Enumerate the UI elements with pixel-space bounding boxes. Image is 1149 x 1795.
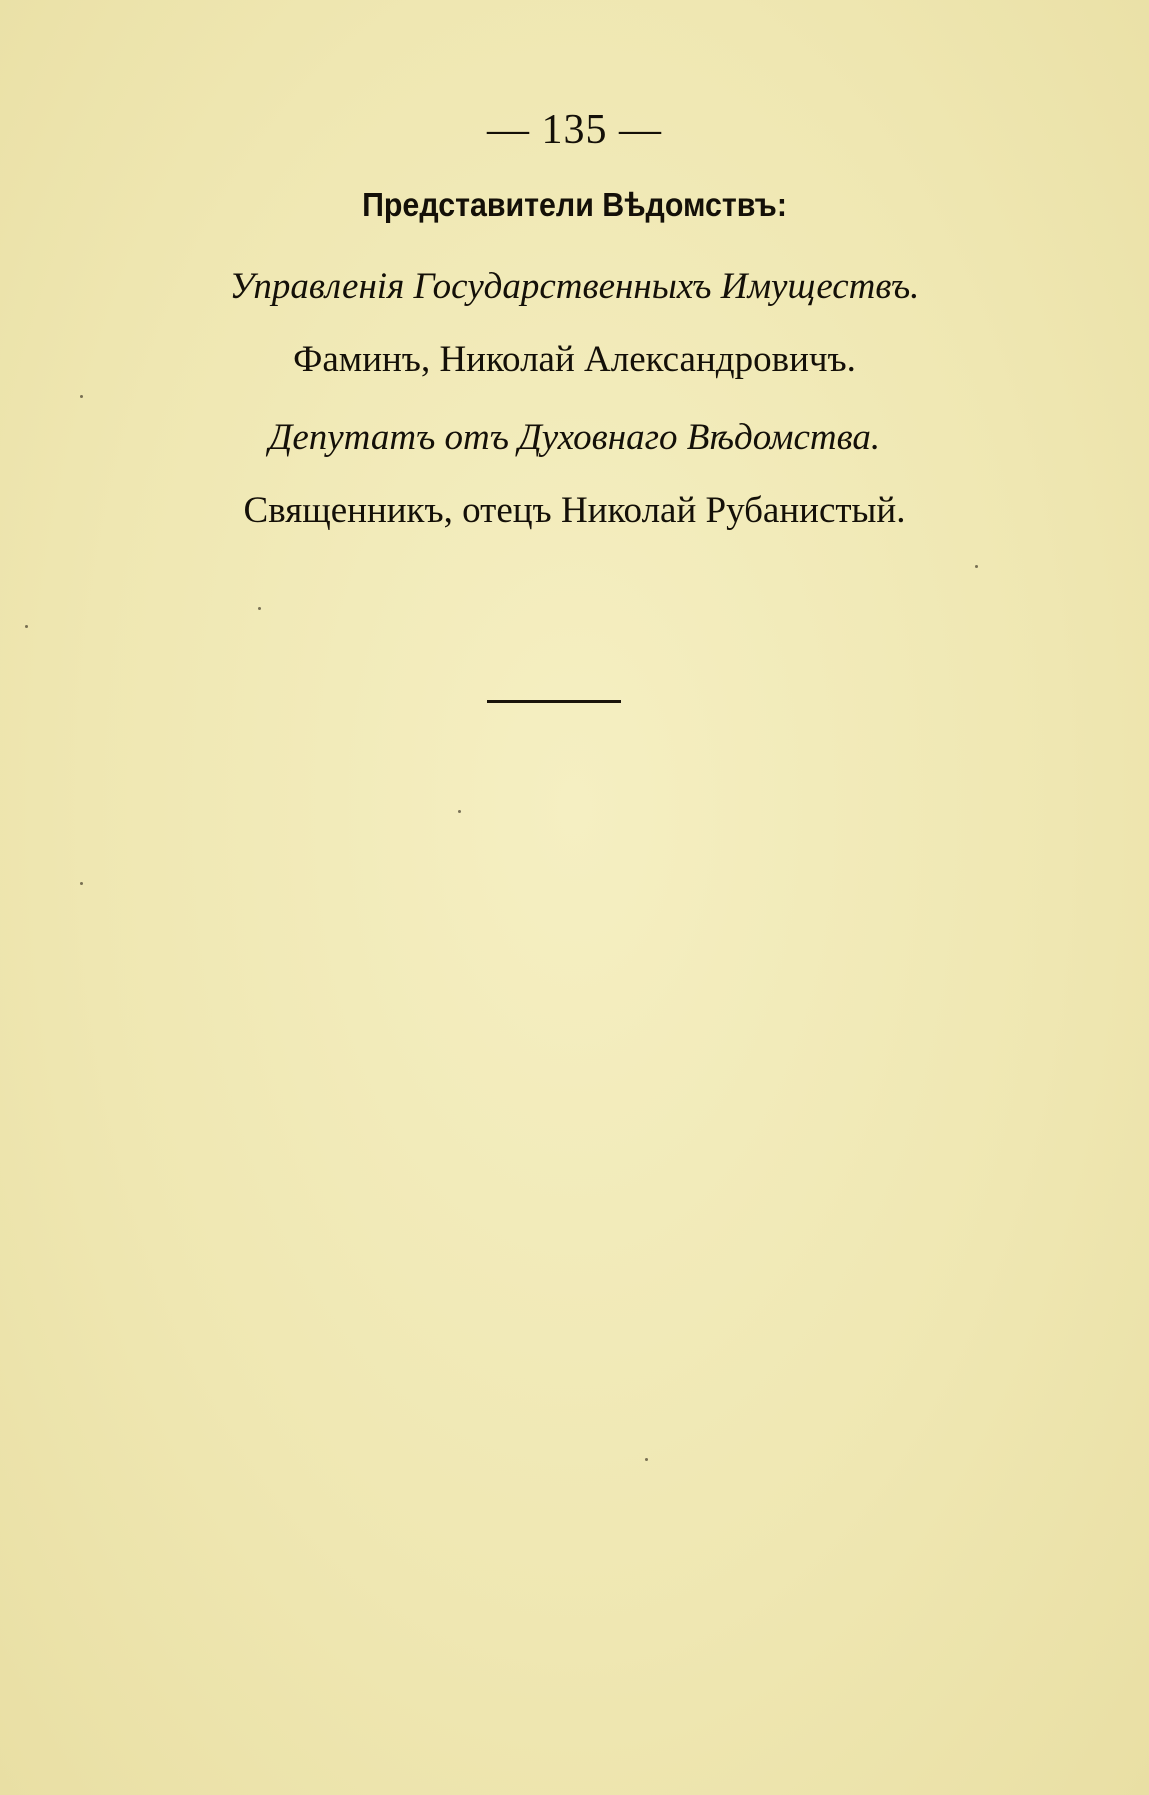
representative-name: Священникъ, отецъ Николай Рубанистый. <box>243 490 906 531</box>
section-divider <box>487 700 621 703</box>
section-heading: Представители Вѣдомствъ: <box>362 186 787 223</box>
representative-name: Фаминъ, Николай Александровичъ. <box>293 339 856 380</box>
paper-speck <box>25 625 28 628</box>
paper-speck <box>975 565 978 568</box>
paper-speck <box>258 607 261 610</box>
department-title: Депутатъ отъ Духовнаго Вѣдомства. <box>268 417 881 458</box>
paper-speck <box>645 1458 648 1461</box>
paper-speck <box>80 395 83 398</box>
paper-speck <box>458 810 461 813</box>
reverse-side-bleed-through <box>70 180 1080 1720</box>
department-title: Управленія Государственныхъ Имуществъ. <box>229 266 920 307</box>
page-number: — 135 — <box>487 107 662 153</box>
paper-speck <box>80 882 83 885</box>
